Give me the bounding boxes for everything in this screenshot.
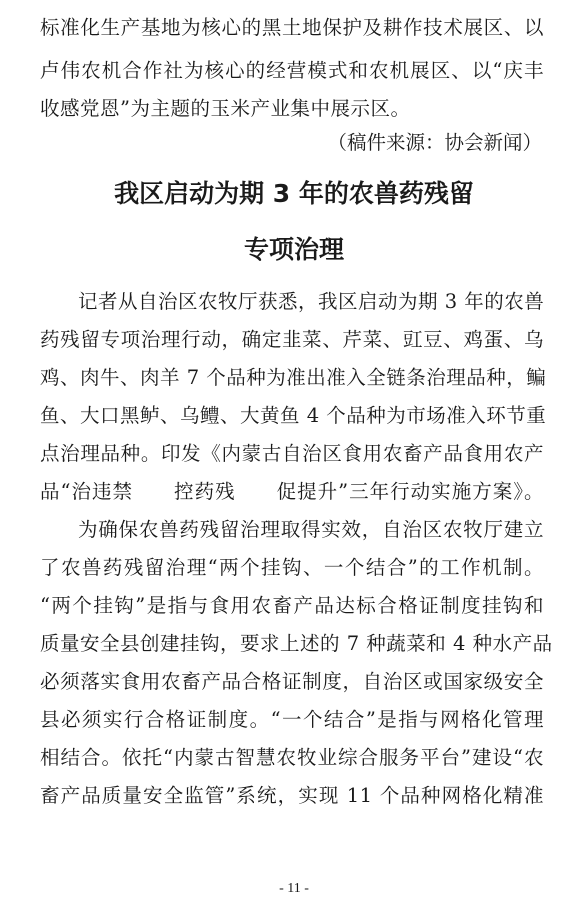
- paragraph1-line-3: 鸡、肉牛、肉羊 7 个品种为准出准入全链条治理品种，鳊: [40, 366, 547, 389]
- paragraph1-line-5: 点治理品种。印发《内蒙古自治区食用农畜产品食用农产: [40, 442, 544, 465]
- top-paragraph-line-2: 卢伟农机合作社为核心的经营模式和农机展区、以“庆丰: [40, 59, 544, 82]
- paragraph1-line-1: 记者从自治区农牧厅获悉，我区启动为期 3 年的农兽: [78, 290, 545, 313]
- paragraph2-line-6: 县必须实行合格证制度。“一个结合”是指与网格化管理: [40, 708, 544, 731]
- paragraph2-line-3: “两个挂钩”是指与食用农畜产品达标合格证制度挂钩和: [40, 594, 544, 617]
- paragraph1-line-2: 药残留专项治理行动，确定韭菜、芹菜、豇豆、鸡蛋、乌: [40, 328, 544, 351]
- paragraph2-line-7: 相结合。依托“内蒙古智慧农牧业综合服务平台”建设“农: [40, 746, 544, 769]
- paragraph1-line-6: 品“治违禁 控药残 促提升”三年行动实施方案》。: [40, 480, 544, 503]
- paragraph2-line-1: 为确保农兽药残留治理取得实效，自治区农牧厅建立: [78, 518, 544, 541]
- paragraph1-line-4: 鱼、大口黑鲈、乌鳢、大黄鱼 4 个品种为市场准入环节重: [40, 404, 547, 427]
- page-number: - 11 -: [279, 881, 309, 896]
- article-title-line-1: 我区启动为期 3 年的农兽药残留: [114, 179, 474, 208]
- article-title-line-2: 专项治理: [243, 235, 344, 264]
- top-paragraph-line-3: 收感党恩”为主题的玉米产业集中展示区。: [40, 97, 411, 120]
- paragraph2-line-4: 质量安全县创建挂钩，要求上述的 7 种蔬菜和 4 种水产品: [40, 632, 553, 655]
- source-attribution: （稿件来源：协会新闻）: [327, 131, 542, 154]
- paragraph2-line-2: 了农兽药残留治理“两个挂钩、一个结合”的工作机制。: [40, 556, 544, 579]
- top-paragraph-line-1: 标准化生产基地为核心的黑土地保护及耕作技术展区、以: [40, 16, 544, 39]
- paragraph2-line-8: 畜产品质量安全监管”系统，实现 11 个品种网格化精准: [40, 784, 544, 807]
- paragraph2-line-5: 必须落实食用农畜产品合格证制度，自治区或国家级安全: [40, 670, 544, 693]
